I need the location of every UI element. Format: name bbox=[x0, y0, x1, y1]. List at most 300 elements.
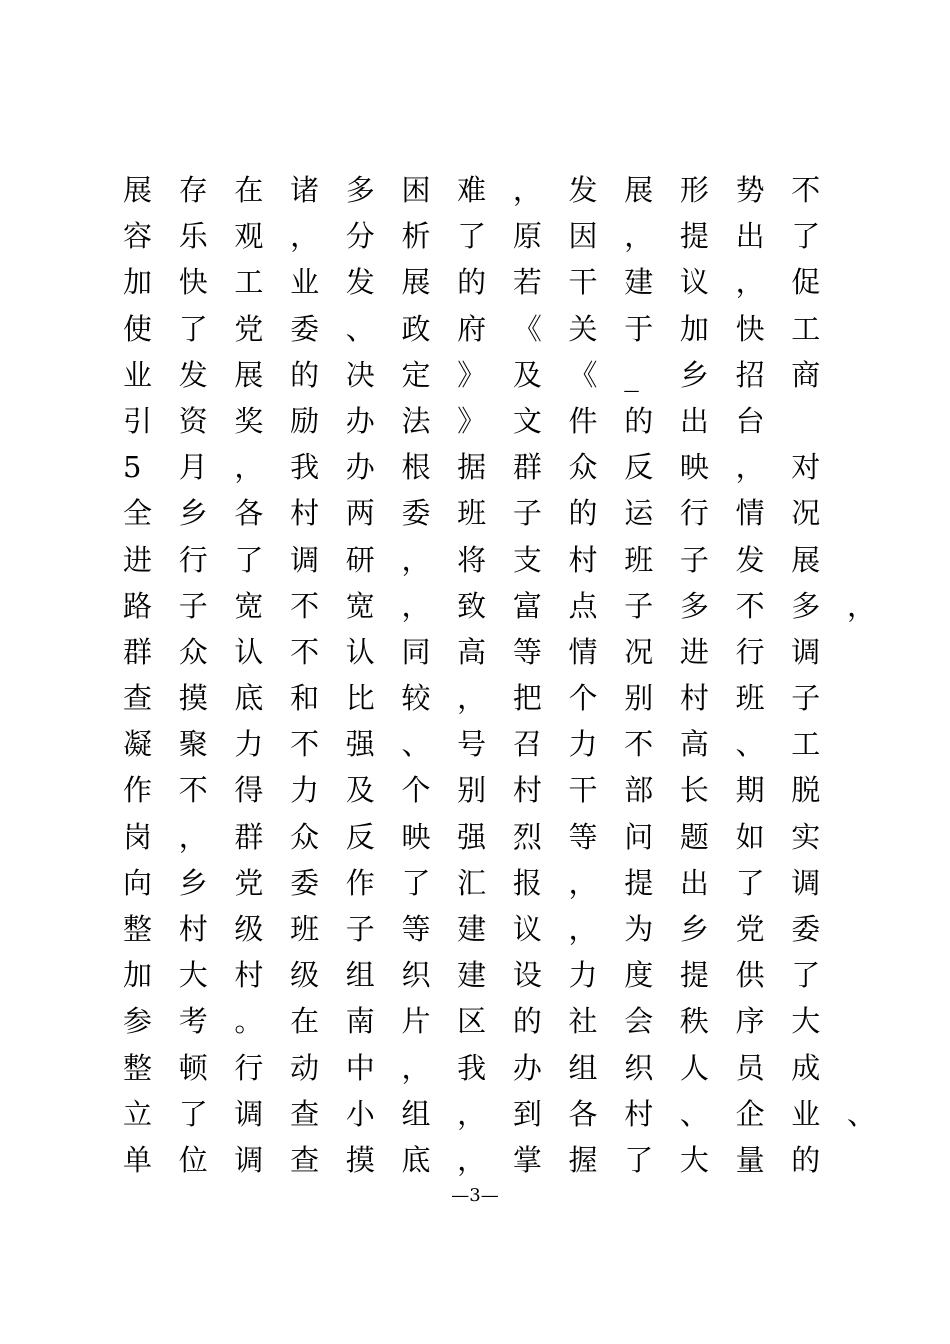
text-char: 高 bbox=[679, 727, 709, 762]
text-char: 进 bbox=[123, 542, 153, 577]
text-char: 不 bbox=[791, 173, 821, 207]
text-char: 整 bbox=[123, 912, 153, 946]
text-char: 行 bbox=[178, 542, 208, 577]
text-char: 反 bbox=[624, 450, 654, 485]
text-char: 困 bbox=[401, 173, 431, 207]
text-char: 期 bbox=[735, 773, 765, 808]
text-char: 加 bbox=[123, 958, 153, 993]
text-char: 根 bbox=[401, 450, 431, 485]
text-char: 发 bbox=[345, 265, 375, 300]
text-char: 烈 bbox=[512, 819, 542, 854]
text-char: 单 bbox=[123, 1142, 153, 1177]
text-char: 了 bbox=[457, 219, 487, 254]
text-char: 分 bbox=[345, 219, 375, 254]
text-char: 展 bbox=[624, 173, 654, 207]
text-char: 了 bbox=[178, 311, 208, 346]
text-char: ， bbox=[568, 912, 598, 946]
text-char: 干 bbox=[568, 265, 598, 300]
text-char: 建 bbox=[457, 912, 487, 946]
text-char: 力 bbox=[568, 958, 598, 993]
text-char: 小 bbox=[345, 1096, 375, 1131]
text-char: 势 bbox=[735, 173, 765, 207]
text-char: 的 bbox=[568, 496, 598, 531]
text-char: 成 bbox=[791, 1050, 821, 1085]
text-char: 调 bbox=[290, 542, 320, 577]
text-line bbox=[123, 352, 863, 398]
text-char: 难 bbox=[457, 173, 487, 207]
text-line bbox=[123, 167, 863, 213]
text-line bbox=[123, 906, 863, 952]
text-char: 办 bbox=[345, 450, 375, 485]
text-line bbox=[123, 583, 876, 629]
text-char: 致 bbox=[457, 588, 487, 623]
text-char: 如 bbox=[735, 819, 765, 854]
text-line bbox=[123, 952, 863, 998]
text-char: 参 bbox=[123, 1004, 153, 1039]
text-char: 织 bbox=[624, 1050, 654, 1085]
text-char: 路 bbox=[123, 588, 153, 623]
text-char: 资 bbox=[178, 403, 208, 438]
text-char: 社 bbox=[568, 1004, 598, 1039]
text-char: 村 bbox=[568, 542, 598, 577]
text-line bbox=[123, 767, 863, 813]
text-char: 工 bbox=[791, 311, 821, 346]
text-char: 提 bbox=[679, 958, 709, 993]
text-char: 研 bbox=[345, 542, 375, 577]
text-char: 存 bbox=[178, 173, 208, 207]
text-char: 展 bbox=[123, 173, 153, 207]
text-char: 序 bbox=[735, 1004, 765, 1039]
text-char: 秩 bbox=[679, 1004, 709, 1039]
text-char: 加 bbox=[679, 311, 709, 346]
text-char: 不 bbox=[178, 773, 208, 808]
text-char: 班 bbox=[735, 681, 765, 716]
text-char: 村 bbox=[234, 958, 264, 993]
text-char: 政 bbox=[401, 311, 431, 346]
text-char: 度 bbox=[624, 958, 654, 993]
text-char: 到 bbox=[512, 1096, 542, 1131]
text-char: 党 bbox=[735, 912, 765, 946]
text-line bbox=[123, 1045, 863, 1091]
text-char: 富 bbox=[512, 588, 542, 623]
text-char: 等 bbox=[512, 634, 542, 669]
text-char: 脱 bbox=[791, 773, 821, 808]
text-char: 位 bbox=[178, 1142, 208, 1177]
text-char: 多 bbox=[679, 588, 709, 623]
text-char: 村 bbox=[178, 912, 208, 946]
text-char: 村 bbox=[679, 681, 709, 716]
text-line bbox=[123, 814, 863, 860]
text-char: 村 bbox=[624, 1096, 654, 1131]
text-char: 了 bbox=[178, 1096, 208, 1131]
text-char: 若 bbox=[512, 265, 542, 300]
text-char: 的 bbox=[290, 357, 320, 392]
text-line bbox=[123, 490, 863, 536]
text-char: 文 bbox=[512, 403, 542, 438]
text-char: 众 bbox=[290, 819, 320, 854]
text-char: ， bbox=[568, 865, 598, 900]
text-char: 况 bbox=[624, 634, 654, 669]
text-char: 子 bbox=[512, 496, 542, 531]
text-char: 了 bbox=[791, 958, 821, 993]
text-char: 的 bbox=[457, 265, 487, 300]
text-char: 众 bbox=[568, 450, 598, 485]
text-char: 和 bbox=[290, 681, 320, 716]
text-char: 况 bbox=[791, 496, 821, 531]
text-char: 5 bbox=[123, 450, 142, 485]
text-char: 群 bbox=[123, 634, 153, 669]
text-char: 级 bbox=[234, 912, 264, 946]
text-line bbox=[123, 306, 863, 352]
text-char: 号 bbox=[457, 727, 487, 762]
body-text bbox=[123, 167, 876, 1183]
text-char: ， bbox=[234, 450, 264, 485]
text-char: 、 bbox=[846, 1096, 876, 1131]
text-char: 《 bbox=[568, 357, 598, 392]
text-char: 、 bbox=[401, 727, 431, 762]
text-char: 长 bbox=[679, 773, 709, 808]
text-char: 出 bbox=[679, 403, 709, 438]
text-char: 大 bbox=[791, 1004, 821, 1039]
text-char: 村 bbox=[512, 773, 542, 808]
text-char: 区 bbox=[457, 1004, 487, 1039]
text-char: 《 bbox=[512, 311, 542, 346]
text-char: 力 bbox=[234, 727, 264, 762]
text-char: 支 bbox=[512, 542, 542, 577]
text-char: 设 bbox=[512, 958, 542, 993]
text-char: 的 bbox=[512, 1004, 542, 1039]
text-char: 议 bbox=[679, 265, 709, 300]
text-char: 月 bbox=[178, 450, 208, 485]
text-char: 法 bbox=[401, 403, 431, 438]
text-char: 得 bbox=[234, 773, 264, 808]
text-char: 及 bbox=[512, 357, 542, 392]
text-char: 考 bbox=[178, 1004, 208, 1039]
text-char: ， bbox=[512, 173, 542, 207]
text-char: 定 bbox=[401, 357, 431, 392]
text-char: 调 bbox=[791, 634, 821, 669]
text-char: ， bbox=[457, 1096, 487, 1131]
text-char: 的 bbox=[624, 403, 654, 438]
text-line bbox=[123, 1137, 863, 1183]
text-char: 招 bbox=[735, 357, 765, 392]
text-char: 展 bbox=[234, 357, 264, 392]
text-char: 了 bbox=[791, 219, 821, 254]
text-char: 对 bbox=[791, 450, 821, 485]
text-line bbox=[123, 675, 863, 721]
text-char: 顿 bbox=[178, 1050, 208, 1085]
text-char: 关 bbox=[568, 311, 598, 346]
text-char: 不 bbox=[290, 588, 320, 623]
text-char: 宽 bbox=[234, 588, 264, 623]
text-char: 办 bbox=[512, 1050, 542, 1085]
text-char: 个 bbox=[401, 773, 431, 808]
text-char: 建 bbox=[624, 265, 654, 300]
text-char: 在 bbox=[234, 173, 264, 207]
text-char: 调 bbox=[234, 1096, 264, 1131]
text-line bbox=[123, 537, 863, 583]
text-char: 行 bbox=[234, 1050, 264, 1085]
text-char: ， bbox=[401, 542, 431, 577]
text-char: 聚 bbox=[178, 727, 208, 762]
text-char: 引 bbox=[123, 403, 153, 438]
text-char: 部 bbox=[624, 773, 654, 808]
text-char: 调 bbox=[234, 1142, 264, 1177]
text-char: 及 bbox=[345, 773, 375, 808]
text-char: 众 bbox=[178, 634, 208, 669]
text-char: 进 bbox=[679, 634, 709, 669]
text-char: 发 bbox=[178, 357, 208, 392]
text-line bbox=[123, 721, 863, 767]
text-char: 件 bbox=[568, 403, 598, 438]
text-char: 作 bbox=[123, 773, 153, 808]
text-char: 底 bbox=[234, 681, 264, 716]
text-char: 行 bbox=[735, 634, 765, 669]
text-char: 加 bbox=[123, 265, 153, 300]
text-char: 题 bbox=[679, 819, 709, 854]
text-char: 查 bbox=[123, 681, 153, 716]
text-char: 工 bbox=[791, 727, 821, 762]
text-char: 情 bbox=[568, 634, 598, 669]
text-char: 供 bbox=[735, 958, 765, 993]
text-char: 行 bbox=[679, 496, 709, 531]
text-char: 形 bbox=[679, 173, 709, 207]
text-char: ， bbox=[290, 219, 320, 254]
text-char: 我 bbox=[290, 450, 320, 485]
text-char: 向 bbox=[123, 865, 153, 900]
text-char: 会 bbox=[624, 1004, 654, 1039]
text-char: 不 bbox=[624, 727, 654, 762]
text-char: 力 bbox=[290, 773, 320, 808]
text-char: 快 bbox=[735, 311, 765, 346]
text-char: 了 bbox=[401, 865, 431, 900]
text-char: 查 bbox=[290, 1142, 320, 1177]
text-line bbox=[123, 398, 863, 444]
text-char: 大 bbox=[679, 1142, 709, 1177]
text-char: 在 bbox=[290, 1004, 320, 1039]
text-char: 等 bbox=[401, 912, 431, 946]
text-char: 同 bbox=[401, 634, 431, 669]
text-char: 底 bbox=[401, 1142, 431, 1177]
text-char: 议 bbox=[512, 912, 542, 946]
text-char: 问 bbox=[624, 819, 654, 854]
text-line bbox=[123, 259, 863, 305]
text-char: 乡 bbox=[178, 865, 208, 900]
text-char: 全 bbox=[123, 496, 153, 531]
text-char: 班 bbox=[457, 496, 487, 531]
text-char: 委 bbox=[290, 311, 320, 346]
text-char: 把 bbox=[512, 681, 542, 716]
text-char: ， bbox=[401, 1050, 431, 1085]
text-char: 不 bbox=[735, 588, 765, 623]
text-char: 干 bbox=[568, 773, 598, 808]
text-char: 查 bbox=[290, 1096, 320, 1131]
text-char: 子 bbox=[679, 542, 709, 577]
text-char: 个 bbox=[568, 681, 598, 716]
text-char: 办 bbox=[345, 403, 375, 438]
text-char: 组 bbox=[345, 958, 375, 993]
text-char: 强 bbox=[345, 727, 375, 762]
text-char: 岗 bbox=[123, 819, 153, 854]
text-char: 强 bbox=[457, 819, 487, 854]
text-char: 多 bbox=[345, 173, 375, 207]
text-char: 调 bbox=[791, 865, 821, 900]
text-char: 、 bbox=[679, 1096, 709, 1131]
text-char: 整 bbox=[123, 1050, 153, 1085]
text-char: 委 bbox=[401, 496, 431, 531]
text-char: ， bbox=[401, 588, 431, 623]
text-char: 各 bbox=[568, 1096, 598, 1131]
text-char: 。 bbox=[234, 1004, 264, 1039]
text-char: 等 bbox=[568, 819, 598, 854]
text-char: 映 bbox=[679, 450, 709, 485]
text-char: 子 bbox=[345, 912, 375, 946]
text-char: 的 bbox=[791, 1142, 821, 1177]
text-char: _ bbox=[624, 357, 639, 392]
text-char: 企 bbox=[735, 1096, 765, 1131]
text-char: 发 bbox=[568, 173, 598, 207]
text-char: 委 bbox=[791, 912, 821, 946]
text-char: 别 bbox=[457, 773, 487, 808]
text-char: 据 bbox=[457, 450, 487, 485]
text-char: 了 bbox=[624, 1142, 654, 1177]
text-char: 召 bbox=[512, 727, 542, 762]
text-char: 报 bbox=[512, 865, 542, 900]
text-char: 党 bbox=[234, 311, 264, 346]
text-char: 南 bbox=[345, 1004, 375, 1039]
text-char: 提 bbox=[624, 865, 654, 900]
text-char: 工 bbox=[234, 265, 264, 300]
text-char: 级 bbox=[290, 958, 320, 993]
text-char: 府 bbox=[457, 311, 487, 346]
text-char: 多 bbox=[791, 588, 821, 623]
text-char: 各 bbox=[234, 496, 264, 531]
text-char: 力 bbox=[568, 727, 598, 762]
text-char: 运 bbox=[624, 496, 654, 531]
text-char: 为 bbox=[624, 912, 654, 946]
text-char: 乡 bbox=[679, 357, 709, 392]
text-line bbox=[123, 1091, 876, 1137]
text-char: 出 bbox=[735, 219, 765, 254]
text-char: 子 bbox=[624, 588, 654, 623]
text-char: 展 bbox=[791, 542, 821, 577]
text-char: 宽 bbox=[345, 588, 375, 623]
text-char: 使 bbox=[123, 311, 153, 346]
text-char: 快 bbox=[178, 265, 208, 300]
text-char: 容 bbox=[123, 219, 153, 254]
text-char: 动 bbox=[290, 1050, 320, 1085]
text-char: 反 bbox=[345, 819, 375, 854]
text-line bbox=[123, 629, 863, 675]
text-char: 将 bbox=[457, 542, 487, 577]
text-char: ， bbox=[178, 819, 208, 854]
text-char: 出 bbox=[679, 865, 709, 900]
text-char: 》 bbox=[457, 403, 487, 438]
text-char: 映 bbox=[401, 819, 431, 854]
text-char: 奖 bbox=[234, 403, 264, 438]
page-number: —3— bbox=[451, 1185, 499, 1206]
text-char: ， bbox=[457, 681, 487, 716]
text-char: 大 bbox=[178, 958, 208, 993]
text-char: 因 bbox=[568, 219, 598, 254]
text-char: 于 bbox=[624, 311, 654, 346]
text-char: 励 bbox=[290, 403, 320, 438]
text-line bbox=[123, 444, 863, 490]
text-char: 诸 bbox=[290, 173, 320, 207]
text-char: 比 bbox=[345, 681, 375, 716]
text-char: 台 bbox=[735, 403, 765, 438]
text-char: 立 bbox=[123, 1096, 153, 1131]
text-char: 、 bbox=[345, 311, 375, 346]
text-char: 、 bbox=[735, 727, 765, 762]
text-char: 商 bbox=[791, 357, 821, 392]
text-char: 掌 bbox=[512, 1142, 542, 1177]
text-char: 较 bbox=[401, 681, 431, 716]
text-line bbox=[123, 213, 863, 259]
text-char: 班 bbox=[290, 912, 320, 946]
text-char: 实 bbox=[791, 819, 821, 854]
text-char: 员 bbox=[735, 1050, 765, 1085]
text-char: 片 bbox=[401, 1004, 431, 1039]
text-char: 业 bbox=[123, 357, 153, 392]
text-char: 子 bbox=[791, 681, 821, 716]
text-char: 发 bbox=[735, 542, 765, 577]
text-char: 业 bbox=[290, 265, 320, 300]
text-char: 乐 bbox=[178, 219, 208, 254]
text-char: 群 bbox=[234, 819, 264, 854]
text-char: 量 bbox=[735, 1142, 765, 1177]
text-char: 织 bbox=[401, 958, 431, 993]
text-char: 决 bbox=[345, 357, 375, 392]
text-char: 促 bbox=[791, 265, 821, 300]
text-char: 群 bbox=[512, 450, 542, 485]
text-char: 业 bbox=[791, 1096, 821, 1131]
text-char: 情 bbox=[735, 496, 765, 531]
text-char: 了 bbox=[735, 865, 765, 900]
text-char: 析 bbox=[401, 219, 431, 254]
text-char: 握 bbox=[568, 1142, 598, 1177]
text-line bbox=[123, 998, 863, 1044]
text-char: 认 bbox=[345, 634, 375, 669]
text-char: 中 bbox=[345, 1050, 375, 1085]
text-char: 认 bbox=[234, 634, 264, 669]
text-char: 凝 bbox=[123, 727, 153, 762]
text-char: 组 bbox=[401, 1096, 431, 1131]
text-char: ， bbox=[846, 588, 876, 623]
text-char: 班 bbox=[624, 542, 654, 577]
text-char: 不 bbox=[290, 727, 320, 762]
text-char: 不 bbox=[290, 634, 320, 669]
text-char: 提 bbox=[679, 219, 709, 254]
text-char: 观 bbox=[234, 219, 264, 254]
text-char: 子 bbox=[178, 588, 208, 623]
text-char: ， bbox=[735, 450, 765, 485]
text-char: 摸 bbox=[178, 681, 208, 716]
text-line bbox=[123, 860, 863, 906]
text-char: 我 bbox=[457, 1050, 487, 1085]
text-char: 乡 bbox=[178, 496, 208, 531]
text-char: 作 bbox=[345, 865, 375, 900]
text-char: 别 bbox=[624, 681, 654, 716]
text-char: 组 bbox=[568, 1050, 598, 1085]
text-char: 两 bbox=[345, 496, 375, 531]
text-char: 摸 bbox=[345, 1142, 375, 1177]
text-char: 高 bbox=[457, 634, 487, 669]
text-char: 建 bbox=[457, 958, 487, 993]
text-char: 人 bbox=[679, 1050, 709, 1085]
text-char: 原 bbox=[512, 219, 542, 254]
text-char: 乡 bbox=[679, 912, 709, 946]
